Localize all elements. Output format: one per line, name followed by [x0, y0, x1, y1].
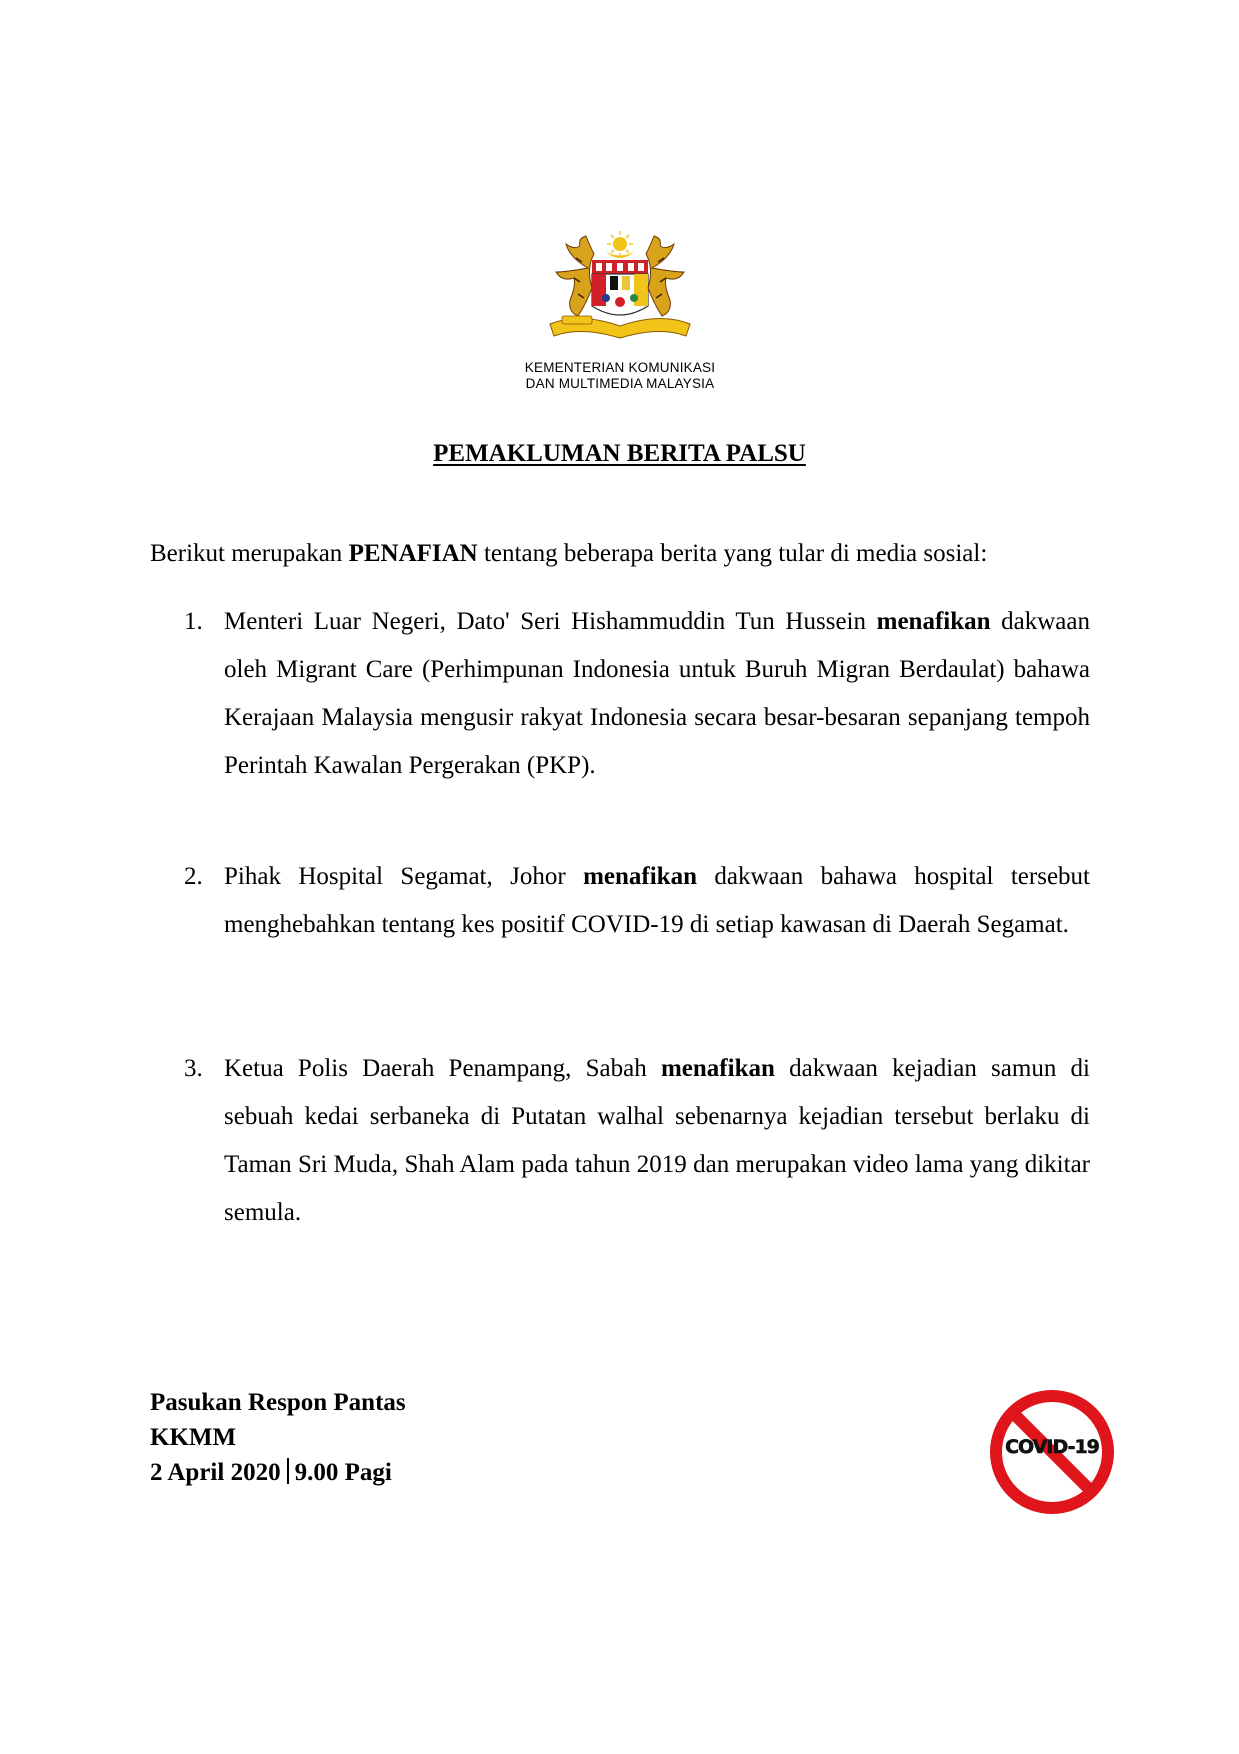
document-title: PEMAKLUMAN BERITA PALSU — [433, 440, 806, 467]
denial-list — [150, 598, 1090, 1237]
intro-text-after: tentang beberapa berita yang tular di media sosial: — [477, 540, 988, 567]
list-item-number: 3. — [184, 1055, 203, 1082]
ministry-name — [470, 360, 770, 392]
list-item-number: 2. — [184, 863, 203, 890]
ministry-name-line2: DAN MULTIMEDIA MALAYSIA — [525, 376, 715, 391]
signature-time: 9.00 Pagi — [294, 1459, 392, 1486]
signature-team: Pasukan Respon Pantas — [150, 1389, 406, 1416]
list-item-text-bold: menafikan — [660, 1055, 775, 1082]
separator-bar — [287, 1458, 289, 1484]
list-item-text — [224, 853, 1090, 949]
intro-text-before: Berikut merupakan — [150, 540, 349, 567]
list-item-text — [224, 598, 1090, 790]
list-item-text-bold: menafikan — [876, 608, 991, 635]
list-item — [150, 853, 1090, 1045]
signature-datetime — [150, 1455, 406, 1490]
no-covid-badge — [988, 1388, 1116, 1516]
ministry-name-line1: KEMENTERIAN KOMUNIKASI — [524, 360, 716, 375]
list-item-text-after: dakwaan bahawa hospital tersebut menghebahkan tentang kes positif COVID-19 di setiap kawasan di Daerah Segamat. — [224, 863, 1090, 938]
badge-text: COVID-19 — [1005, 1436, 1099, 1458]
list-item-text-before: Ketua Polis Daerah Penampang, Sabah — [224, 1055, 661, 1082]
list-item-text-after: dakwaan kejadian samun di sebuah kedai serbaneka di Putatan walhal sebenarnya kejadian tersebut berlaku di Taman Sri Muda, Shah Alam pada tahun 2019 dan merupakan video lama yang dikitar semula. — [224, 1055, 1090, 1226]
coat-of-arms-icon — [540, 228, 700, 348]
list-item-text-bold: menafikan — [583, 863, 697, 890]
signature-org: KKMM — [150, 1424, 237, 1451]
list-item — [150, 1045, 1090, 1237]
intro-paragraph — [150, 540, 1090, 568]
signature-block — [150, 1385, 406, 1490]
signature-date: 2 April 2020 — [150, 1459, 281, 1486]
list-item-text-after: dakwaan oleh Migrant Care (Perhimpunan Indonesia untuk Buruh Migran Berdaulat) bahawa Kerajaan Malaysia mengusir rakyat Indonesia secara besar-besaran sepanjang tempoh Perintah Kawalan Pergerakan (PKP). — [224, 608, 1090, 779]
list-item-text-before: Menteri Luar Negeri, Dato' Seri Hishammuddin Tun Hussein — [224, 608, 877, 635]
list-item-text-before: Pihak Hospital Segamat, Johor — [224, 863, 584, 890]
coat-of-arms-logo — [540, 228, 700, 348]
list-item-number: 1. — [184, 608, 203, 635]
intro-text-bold: PENAFIAN — [348, 540, 478, 567]
list-item-text — [224, 1045, 1090, 1237]
list-item — [150, 598, 1090, 853]
